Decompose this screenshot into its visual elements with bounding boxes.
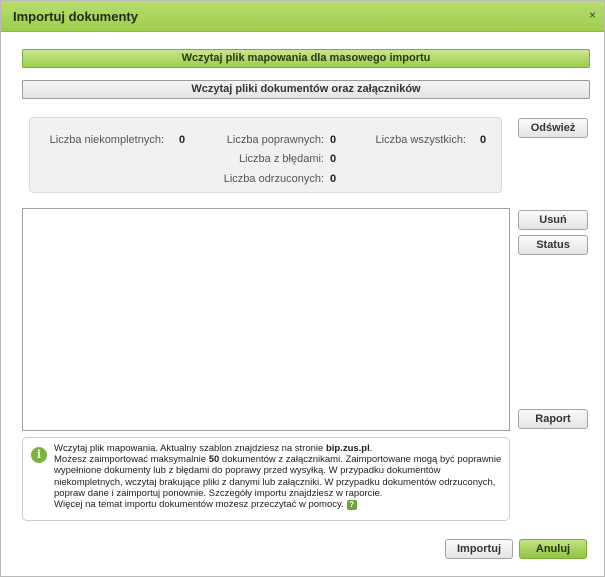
refresh-button[interactable]: Odśwież bbox=[518, 118, 588, 138]
dialog-title: Importuj dokumenty bbox=[13, 9, 138, 24]
all-count-value: 0 bbox=[480, 134, 487, 146]
import-button[interactable]: Importuj bbox=[445, 539, 513, 559]
incomplete-count-value: 0 bbox=[179, 134, 186, 146]
info-text bbox=[54, 443, 504, 510]
status-button[interactable]: Status bbox=[518, 235, 588, 255]
documents-list[interactable] bbox=[22, 208, 510, 431]
bip-link[interactable]: bip.zus.pl bbox=[325, 443, 370, 454]
rejected-count-value: 0 bbox=[330, 173, 337, 185]
report-button[interactable]: Raport bbox=[518, 409, 588, 429]
close-icon[interactable]: × bbox=[588, 8, 596, 22]
info-line-2: Możesz zaimportować maksymalnie 50 dokumentów z załącznikami. Zaimportowane mogą być poprawnie wypełnione dokumenty lub z błędami do poprawy przed wysyłką. W przypadku dokumentów niekompletnych, wczytaj brakujące pliki z danymi lub załączniki. W przypadku dokumentów odrzuconych, popraw dane i zaimportuj ponownie. Szczegóły importu znajdziesz w raporcie. bbox=[54, 454, 502, 499]
info-line-3: Więcej na temat importu dokumentów możesz przeczytać w pomocy. ? bbox=[54, 499, 504, 510]
rejected-count-label: Liczba odrzuconych: bbox=[223, 173, 324, 185]
delete-button[interactable]: Usuń bbox=[518, 210, 588, 230]
correct-count-label: Liczba poprawnych: bbox=[226, 134, 324, 146]
info-panel bbox=[22, 437, 510, 521]
info-icon: i bbox=[31, 447, 47, 463]
errors-count-label: Liczba z błędami: bbox=[239, 153, 324, 165]
load-mapping-file-button[interactable]: Wczytaj plik mapowania dla masowego importu bbox=[22, 49, 590, 68]
all-count-label: Liczba wszystkich: bbox=[375, 134, 466, 146]
help-icon[interactable]: ? bbox=[347, 500, 357, 510]
info-line-1: Wczytaj plik mapowania. Aktualny szablon znajdziesz na stronie bip.zus.pl. bbox=[54, 443, 373, 454]
cancel-button[interactable]: Anuluj bbox=[519, 539, 587, 559]
errors-count-value: 0 bbox=[330, 153, 337, 165]
correct-count-value: 0 bbox=[330, 134, 337, 146]
dialog-titlebar[interactable] bbox=[1, 1, 604, 32]
incomplete-count-label: Liczba niekompletnych: bbox=[49, 134, 164, 146]
load-documents-button[interactable]: Wczytaj pliki dokumentów oraz załączników bbox=[22, 80, 590, 99]
stats-panel bbox=[29, 117, 502, 193]
